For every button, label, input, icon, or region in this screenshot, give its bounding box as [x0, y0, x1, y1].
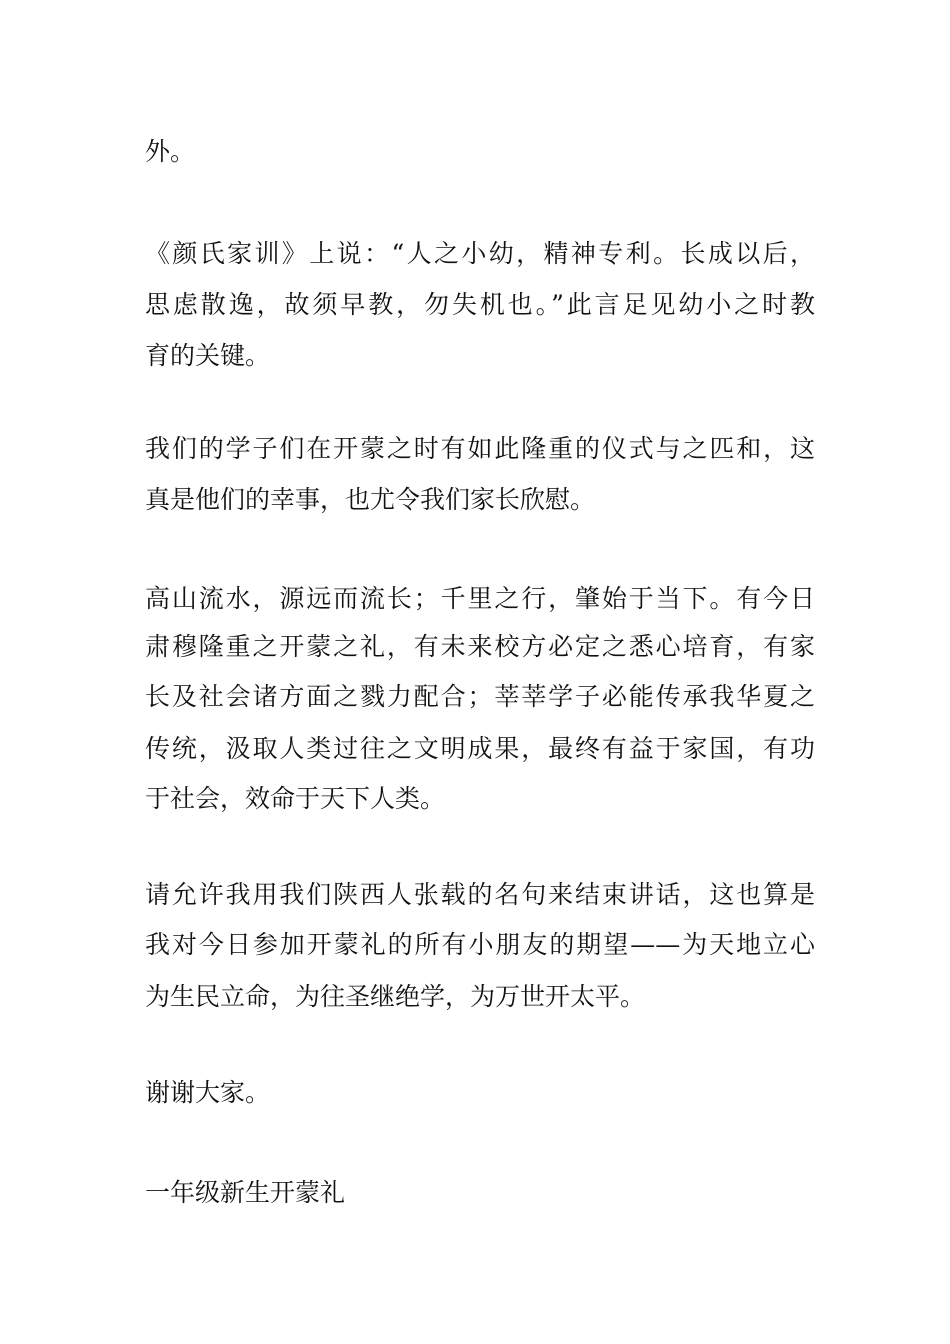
- paragraph-line: 于社会，效命于天下人类。: [145, 784, 446, 813]
- paragraph-line: 肃穆隆重之开蒙之礼，有未来校方必定之悉心培育，有家: [145, 632, 815, 661]
- paragraph-line: 请允许我用我们陕西人张载的名句来结束讲话，这也算是: [145, 880, 815, 909]
- paragraph-line: 长及社会诸方面之戮力配合；莘莘学子必能传承我华夏之: [145, 682, 815, 711]
- paragraph-line: 传统，汲取人类过往之文明成果，最终有益于家国，有功: [145, 734, 815, 763]
- paragraph-line: 高山流水，源远而流长；千里之行，肇始于当下。有今日: [145, 584, 815, 613]
- paragraph-line: 《颜氏家训》上说：“人之小幼，精神专利。长成以后，: [145, 239, 815, 268]
- paragraph-line: 外。: [145, 137, 196, 166]
- paragraph-line: 谢谢大家。: [145, 1078, 271, 1107]
- paragraph-line: 真是他们的幸事，也尤令我们家长欣慰。: [145, 485, 596, 514]
- paragraph-line: 我对今日参加开蒙礼的所有小朋友的期望——为天地立心: [145, 930, 815, 959]
- paragraph-line: 一年级新生开蒙礼: [145, 1178, 346, 1207]
- paragraph-line: 我们的学子们在开蒙之时有如此隆重的仪式与之匹和，这: [145, 434, 815, 463]
- paragraph-line: 育的关键。: [145, 341, 271, 370]
- paragraph-line: 思虑散逸，故须早教，勿失机也。”此言足见幼小之时教: [145, 290, 815, 319]
- paragraph-line: 为生民立命，为往圣继绝学，为万世开太平。: [145, 982, 646, 1011]
